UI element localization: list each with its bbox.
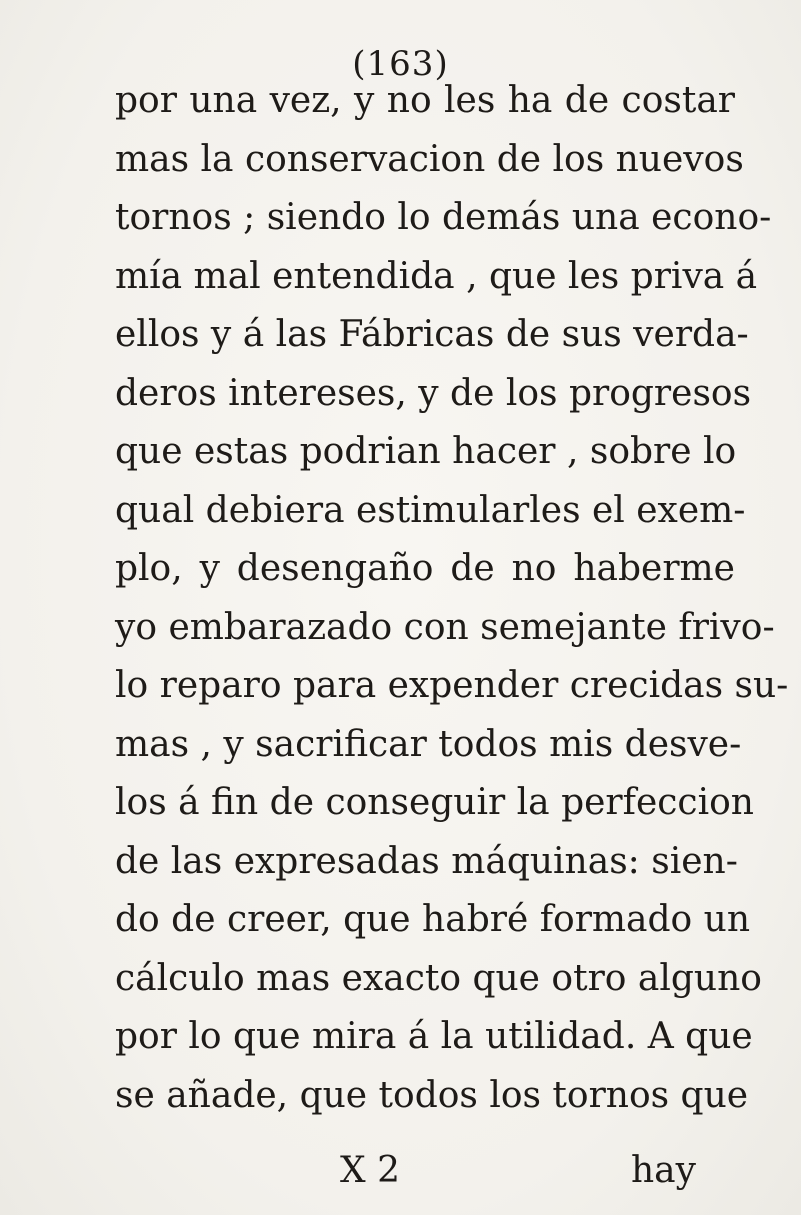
text-line: do de creer, que habré formado un bbox=[115, 899, 751, 940]
text-line: lo reparo para expender crecidas su- bbox=[115, 665, 789, 706]
catchword: hay bbox=[631, 1150, 696, 1191]
text-line: se añade, que todos los tornos que bbox=[115, 1074, 749, 1116]
text-line: deros intereses, y de los progresos bbox=[115, 372, 752, 414]
text-line: mas la conservacion de los nuevos bbox=[115, 138, 744, 180]
text-line: mas , y sacrificar todos mis desve- bbox=[115, 723, 742, 765]
text-line: por lo que mira á la utilidad. A que bbox=[115, 1016, 753, 1057]
text-line: tornos ; siendo lo demás una econo- bbox=[115, 197, 772, 238]
body-text bbox=[115, 72, 789, 1125]
text-line: ellos y á las Fábricas de sus verda- bbox=[115, 314, 749, 355]
signature-mark: X 2 bbox=[340, 1150, 400, 1191]
page-number: (163) bbox=[352, 44, 449, 84]
text-line: los á fin de conseguir la perfeccion bbox=[115, 782, 754, 823]
text-line: mía mal entendida , que les priva á bbox=[115, 255, 758, 297]
page-footer bbox=[0, 1150, 801, 1200]
text-line: yo embarazado con semejante frivo- bbox=[115, 606, 775, 648]
text-line: de las expresadas máquinas: sien- bbox=[115, 840, 738, 882]
text-line: que estas podrian hacer , sobre lo bbox=[115, 431, 737, 472]
text-line: qual debiera estimularles el exem- bbox=[115, 489, 746, 531]
text-line: por una vez, y no les ha de costar bbox=[115, 80, 735, 121]
text-line: cálculo mas exacto que otro alguno bbox=[115, 957, 762, 999]
text-line: plo, y desengaño de no haberme bbox=[115, 548, 735, 589]
